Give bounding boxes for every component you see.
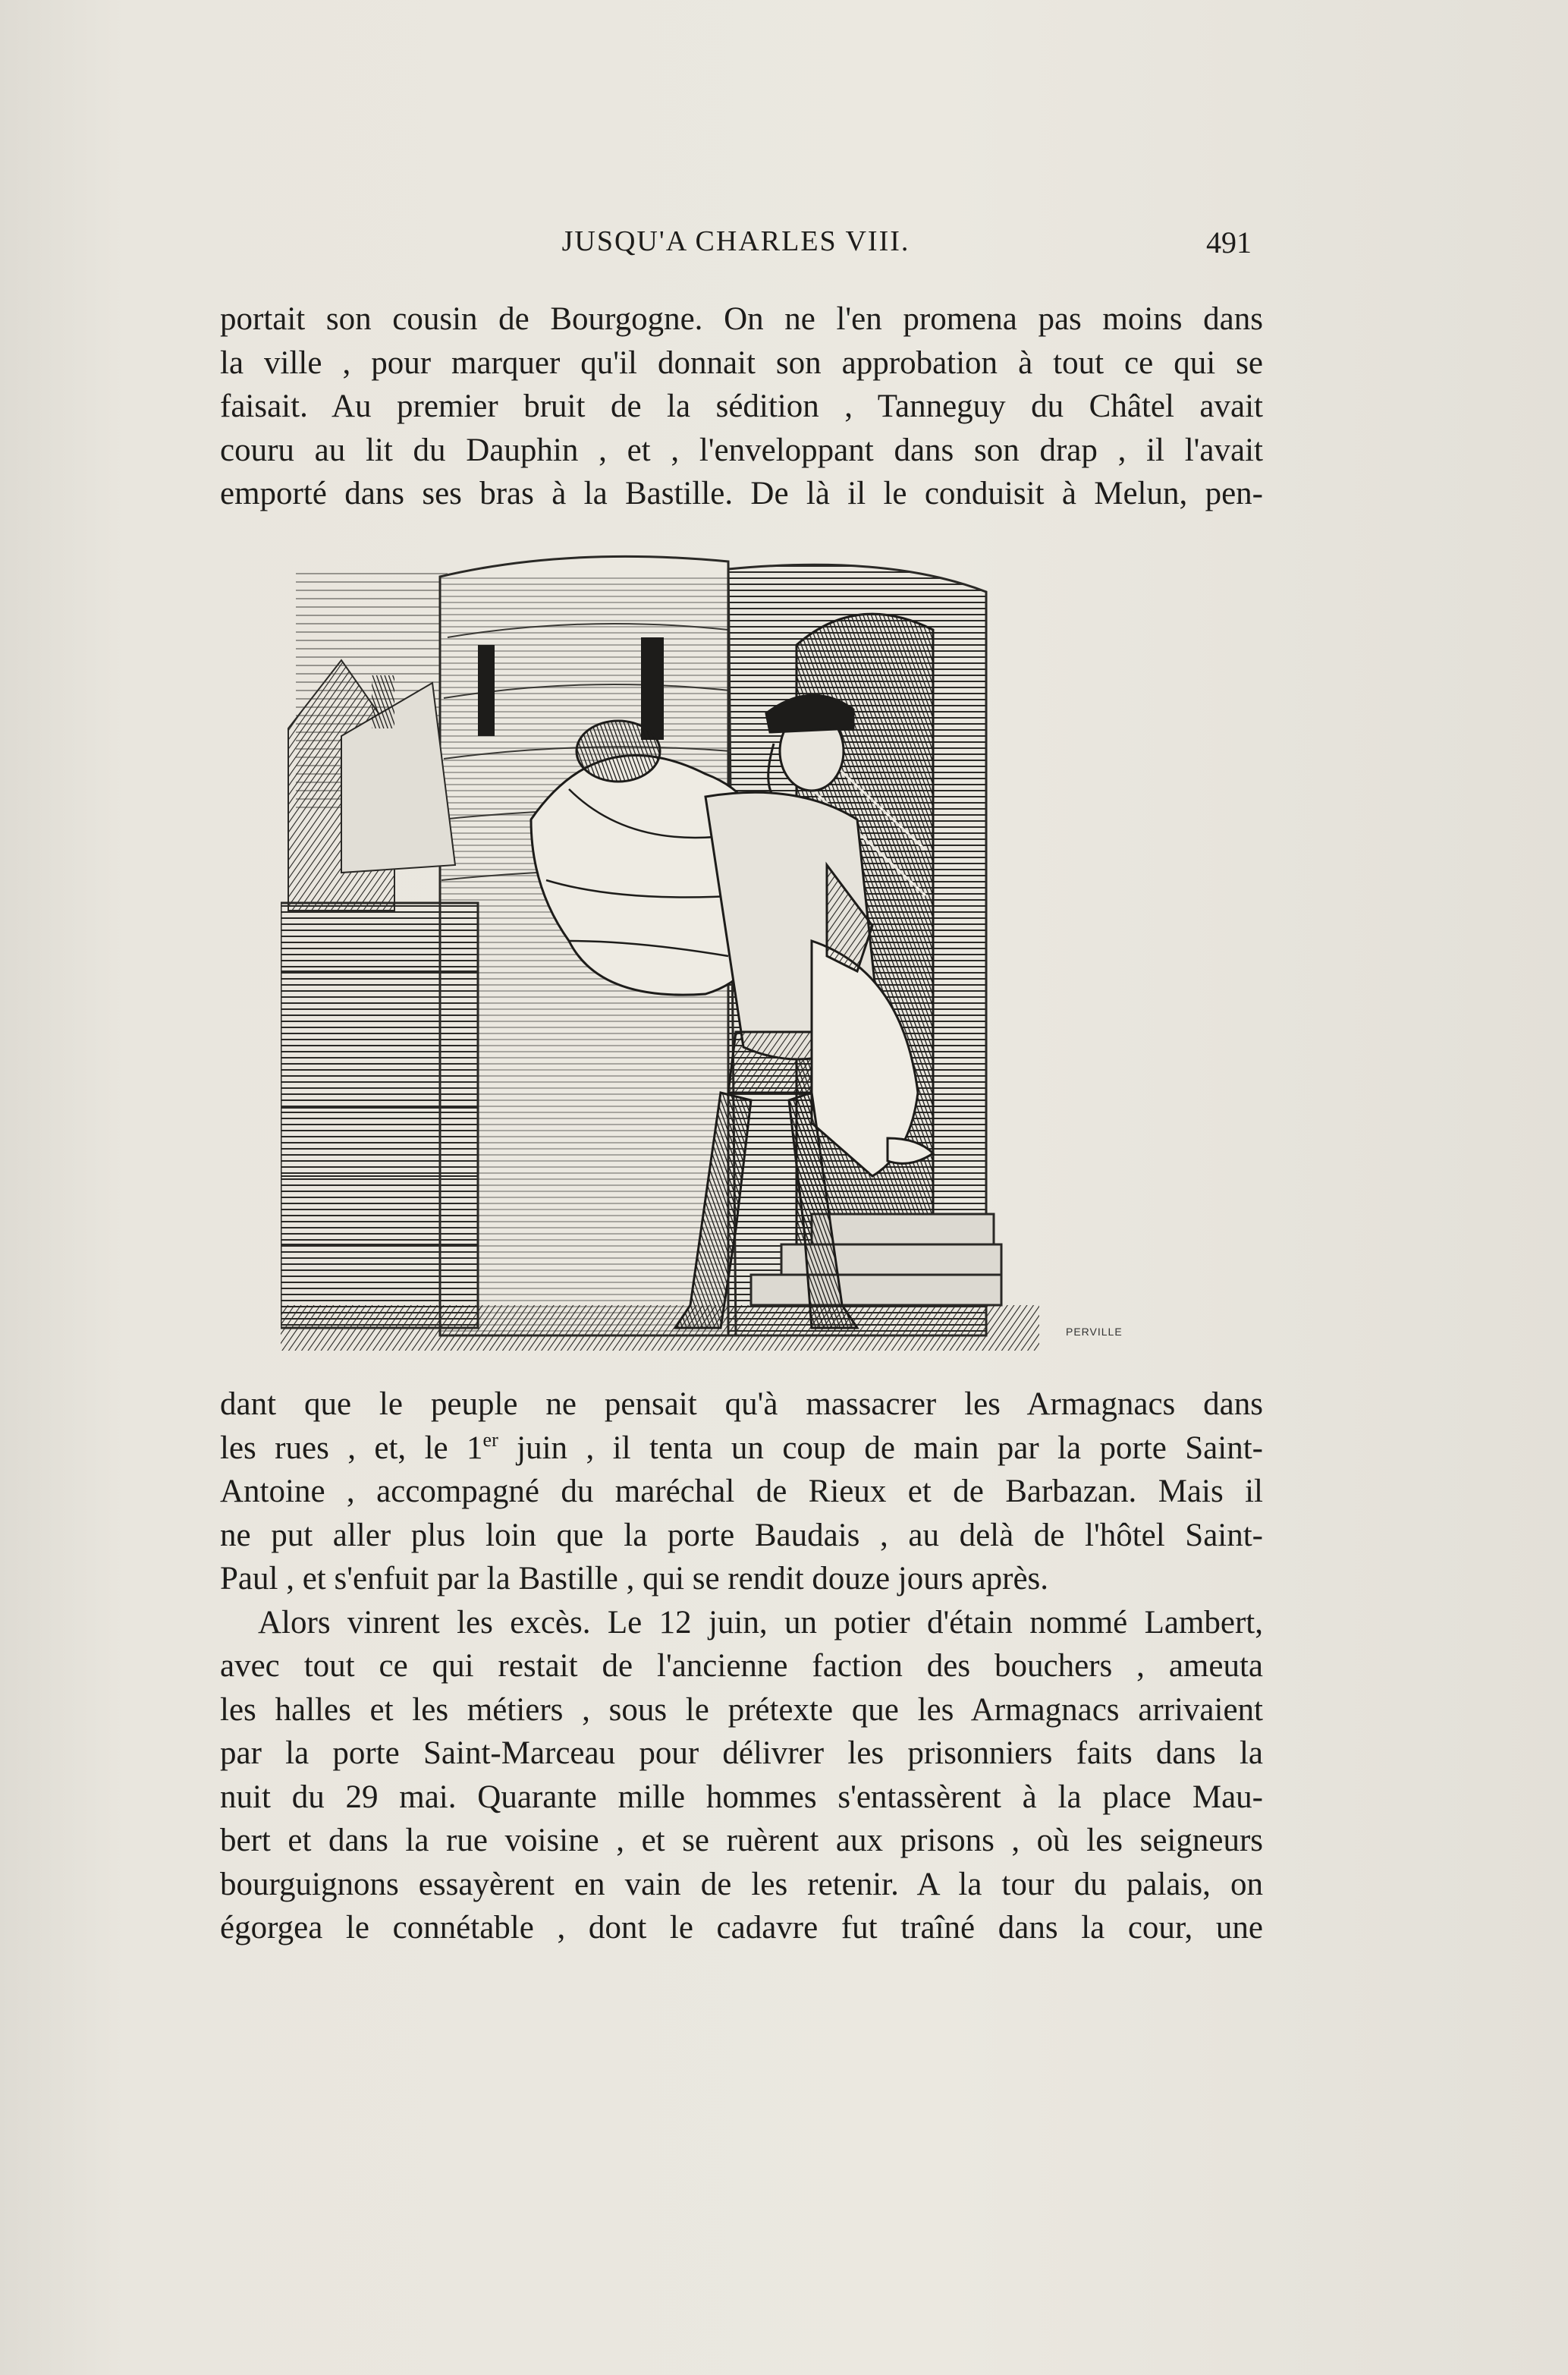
- text-line: bourguignons essayèrent en vain de les retenir. A la tour du palais, on: [220, 1866, 1263, 1902]
- page-number: 491: [1206, 225, 1252, 260]
- text-line: faisait. Au premier bruit de la sédition , Tanneguy du Châtel avait: [220, 388, 1263, 424]
- text-line: Paul , et s'enfuit par la Bastille , qui se rendit douze jours après.: [220, 1561, 1049, 1596]
- text-line: dant que le peuple ne pensait qu'à massacrer les Armagnacs dans: [220, 1386, 1263, 1422]
- text-line: les rues , et, le 1er juin , il tenta un coup de main par la porte Saint-: [220, 1428, 1263, 1466]
- text-line: couru au lit du Dauphin , et , l'enveloppant dans son drap , il l'avait: [220, 432, 1263, 468]
- running-head: [220, 225, 1252, 270]
- engraving-illustration: [281, 546, 1221, 1362]
- text-line: bert et dans la rue voisine , et se ruèrent aux prisons , où les seigneurs: [220, 1823, 1263, 1858]
- text-line: avec tout ce qui restait de l'ancienne faction des bouchers , ameuta: [220, 1648, 1263, 1684]
- text-line: emporté dans ses bras à la Bastille. De là il le conduisit à Melun, pen-: [220, 476, 1263, 511]
- text-line: Antoine , accompagné du maréchal de Rieux et de Barbazan. Mais il: [220, 1474, 1263, 1509]
- text-line: portait son cousin de Bourgogne. On ne l'en promena pas moins dans: [220, 301, 1263, 337]
- paragraph-2: [220, 1383, 1263, 1950]
- text-line: Alors vinrent les excès. Le 12 juin, un potier d'étain nommé Lambert,: [258, 1604, 1263, 1640]
- text-line: les halles et les métiers , sous le prétexte que les Armagnacs arrivaient: [220, 1691, 1263, 1728]
- running-title: JUSQU'A CHARLES VIII.: [561, 225, 910, 257]
- text-line: par la porte Saint-Marceau pour délivrer les prisonniers faits dans la: [220, 1735, 1263, 1771]
- text-line: égorgea le connétable , dont le cadavre fut traîné dans la cour, une: [220, 1910, 1263, 1946]
- text-line: nuit du 29 mai. Quarante mille hommes s'entassèrent à la place Mau-: [220, 1779, 1263, 1815]
- text-line: ne put aller plus loin que la porte Baudais , au delà de l'hôtel Saint-: [220, 1517, 1263, 1553]
- paragraph-1: [220, 297, 1263, 516]
- artist-signature: PERVILLE: [1066, 1326, 1123, 1338]
- text-line: la ville , pour marquer qu'il donnait son approbation à tout ce qui se: [220, 344, 1263, 381]
